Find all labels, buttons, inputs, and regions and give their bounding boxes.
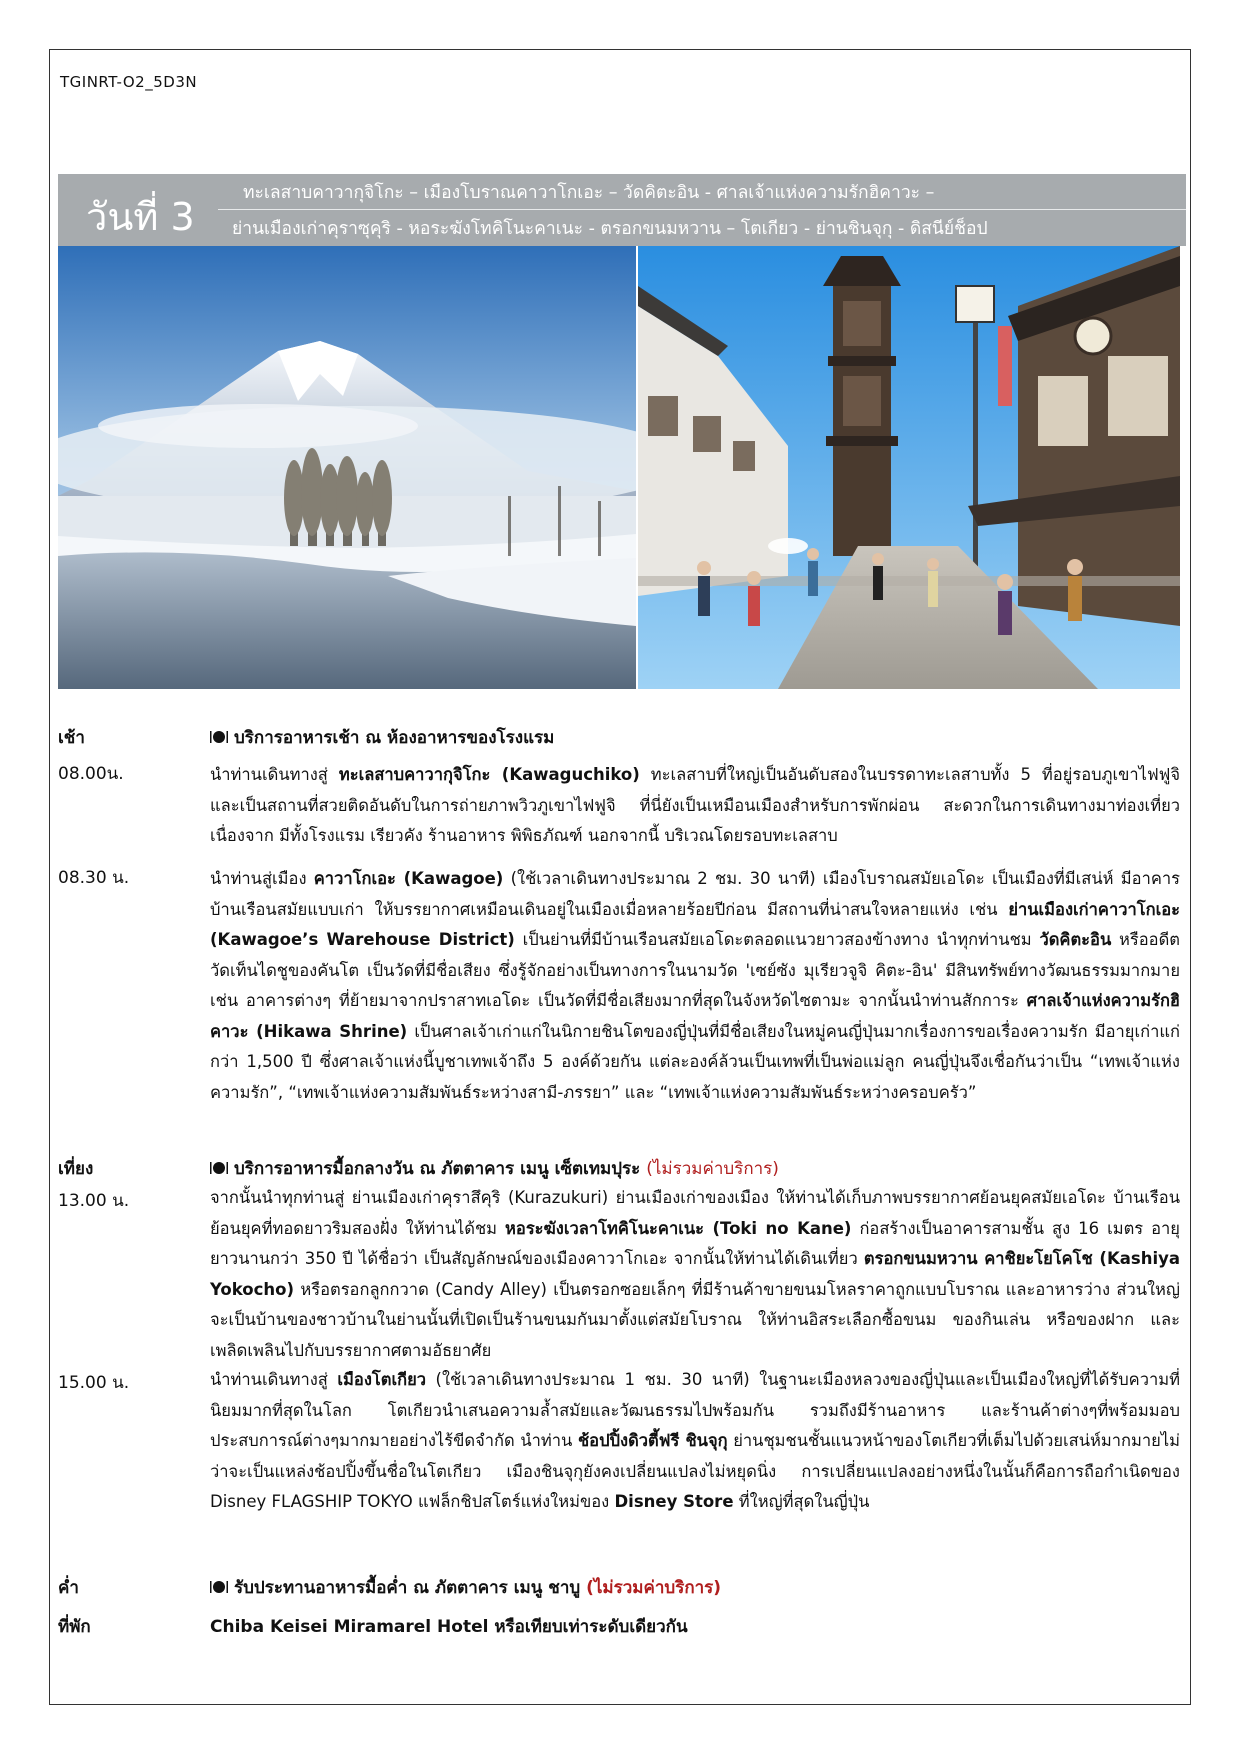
kashiya-yokocho-name: ตรอกขนมหวาน คาชิยะโยโคโช (Kashiya Yokocho) xyxy=(210,1249,1180,1299)
shinjuku-dutyfree-name: ช้อปปิ้งดิวตี้ฟรี ชินจุกุ xyxy=(577,1431,728,1450)
dinner-label: ค่ำ xyxy=(58,1578,79,1598)
warehouse-district-name: ย่านเมืองเก่าคาวาโกเอะ (Kawagoe’s Warehouse District) xyxy=(210,899,1180,949)
desc-0830-s5: เป็นศาลเจ้าเก่าแก่ในนิกายชินโตของญี่ปุ่นที่มีชื่อเสียงในหมู่คนญี่ปุ่นมากเรื่องการขอเรื่องความรัก มีอายุเก่าแก่กว่า 1,500 ปี ซึ่งศาลเจ้าแห่งนี้บูชาเทพเจ้าถึง 5 องค์ด้วยกัน แต่ละองค์ล้วนเป็นเทพที่เป็นพ่อแม่ลูก คนญี่ปุ่นจึงเชื่อกันว่าเป็น “เทพเจ้าแห่งความรัก”, “เทพเจ้าแห่งความสัมพันธ์ระหว่างสามี-ภรรยา” และ “เทพเจ้าแห่งความสัมพันธ์ระหว่างครอบครัว” xyxy=(210,1021,1180,1102)
hikawa-shrine-name: ศาลเจ้าแห่งความรักฮิคาวะ (Hikawa Shrine) xyxy=(210,991,1180,1041)
mount-fuji-photo xyxy=(58,246,636,689)
hotel-name: Chiba Keisei Miramarel Hotel หรือเทียบเท่าระดับเดียวกัน xyxy=(210,1617,688,1637)
desc-0830-s4: หรืออดีตวัดเท็นไดชูของคันโต เป็นวัดที่มีชื่อเสียง ซึ่งรู้จักอย่างเป็นทางการในนามวัด 'เซย์ซัง มุเรียวจูจิ คิตะ-อิน' มีสินทรัพย์ทางวัฒนธรรมมากมาย เช่น อาคารต่างๆ ที่ย้ายมาจากปราสาทเอโดะ เป็นวัดที่มีชื่อเสียงมากที่สุดในจังหวัดไซตามะ จากนั้นนำท่านสักการะ xyxy=(210,930,1181,1010)
lunch-desc: บริการอาหารมื้อกลางวัน ณ ภัตตาคาร เมนู เซ็ตเทมปุระ xyxy=(234,1159,647,1179)
dinner-desc: รับประทานอาหารมื้อค่ำ ณ ภัตตาคาร เมนู ชาบู xyxy=(234,1578,587,1598)
toki-no-kane-name: หอระฆังเวลาโทคิโนะคาเนะ (Toki no Kane) xyxy=(505,1218,852,1238)
breakfast-desc: บริการอาหารเช้า ณ ห้องอาหารของโรงแรม xyxy=(234,728,555,748)
desc-1500-s1: นำท่านเดินทางสู่ xyxy=(210,1370,338,1389)
breakfast-text xyxy=(210,724,554,751)
desc-0830-s3: เป็นย่านที่มีบ้านเรือนสมัยเอโดะตลอดแนวยาวสองข้างทาง นำทุกท่านชม xyxy=(514,930,1040,949)
kawagoe-street-photo xyxy=(638,246,1180,689)
meal-icon xyxy=(210,1161,228,1175)
desc-1500-s4: ที่ใหญ่ที่สุดในญี่ปุ่น xyxy=(733,1492,870,1511)
desc-1500-s2: (ใช้เวลาเดินทางประมาณ 1 ชม. 30 นาที) ในฐานะเมืองหลวงของญี่ปุ่นและเป็นเมืองใหญ่ที่ได้รับความที่นิยมมากที่สุดในโลก โตเกียวนำเสนอความล้ำสมัยและวัฒนธรรมไปพร้อมกัน รวมถึงมีร้านอาหาร และร้านค้าต่างๆที่พร้อมมอบประสบการณ์ต่างๆมากมายอย่างไร้ขีดจำกัด นำท่าน xyxy=(210,1370,1180,1450)
desc-1500-s3: ย่านชุมชนชั้นแนวหน้าของโตเกียวที่เต็มไปด้วยเสน่ห์มากมายไม่ว่าจะเป็นแหล่งช้อปปิ้งขึ้นชื่อในโตเกียว เมืองชินจุกุยังคงเปลี่ยนแปลงไม่หยุดนิ่ง การเปลี่ยนแปลงอย่างหนึ่งในนั้นก็คือการถือกำเนิดของ Disney FLAGSHIP TOKYO แฟล็กชิปสโตร์แห่งใหม่ของ xyxy=(210,1431,1180,1511)
desc-1300-s2: ก่อสร้างเป็นอาคารสามชั้น สูง 16 เมตร อายุยาวนานกว่า 350 ปี ได้ชื่อว่า เป็นสัญลักษณ์ของเมืองคาวาโกเอะ จากนั้นให้ท่านได้เดินเที่ยว xyxy=(210,1218,1180,1268)
lunch-note: (ไม่รวมค่าบริการ) xyxy=(646,1159,779,1179)
dinner-text xyxy=(210,1574,721,1601)
desc-0800 xyxy=(210,760,1180,852)
time-1500: 15.00 น. xyxy=(58,1373,130,1393)
meal-icon xyxy=(210,1580,228,1594)
desc-0830 xyxy=(210,864,1180,1108)
desc-1300-s3: หรือตรอกลูกกวาด (Candy Alley) เป็นตรอกซอยเล็กๆ ที่มีร้านค้าขายขนมโหลราคาถูกแบบโบราณ และอาหารว่าง ส่วนใหญ่จะเป็นบ้านของชาวบ้านในย่านนั้นที่เปิดเป็นร้านขนมกันมาตั้งแต่สมัยโบราณ ให้ท่านอิสระเลือกซื้อขนม ของกินเล่น หรือของฝาก และเพลิดเพลินไปกับบรรยากาศตามอัธยาศัย xyxy=(210,1279,1180,1360)
meal-icon xyxy=(210,730,228,744)
lunch-text xyxy=(210,1155,779,1182)
desc-0830-s1: นำท่านสู่เมือง xyxy=(210,869,314,888)
breakfast-label: เช้า xyxy=(58,728,85,748)
desc-0830-s2: (ใช้เวลาเดินทางประมาณ 2 ชม. 30 นาที) เมืองโบราณสมัยเอโดะ เป็นเมืองที่มีเสน่ห์ มีอาคารบ้านเรือนสมัยแบบเก่า ให้บรรยากาศเหมือนเดินอยู่ในเมืองเมื่อหลายร้อยปีก่อน มีสถานที่น่าสนใจหลายแห่ง เช่น xyxy=(210,869,1180,919)
tokyo-name: เมืองโตเกียว xyxy=(337,1370,427,1389)
kitain-temple-name: วัดคิตะอิน xyxy=(1039,930,1112,949)
desc-1300 xyxy=(210,1183,1180,1366)
desc-1300-s1: จากนั้นนำทุกท่านสู่ ย่านเมืองเก่าคุราสึคุริ (Kurazukuri) ย่านเมืองเก่าของเมือง ให้ท่านได้เก็บภาพบรรยากาศย้อนยุคสมัยเอโดะ บ้านเรือนย้อนยุคที่ทอดยาวริมสองฝั่ง ให้ท่านได้ชม xyxy=(210,1188,1180,1238)
time-1300: 13.00 น. xyxy=(58,1191,130,1211)
kawaguchiko-name: ทะเลสาบคาวากุจิโกะ (Kawaguchiko) xyxy=(338,765,640,784)
dinner-note: (ไม่รวมค่าบริการ) xyxy=(586,1578,722,1598)
time-0830: 08.30 น. xyxy=(58,868,130,888)
day-number: วันที่ 3 xyxy=(86,195,195,239)
disney-store-name: Disney Store xyxy=(614,1492,734,1511)
route-line-2: ย่านเมืองเก่าคุราซุคุริ - หอระฆังโทคิโนะคาเนะ - ตรอกขนมหวาน – โตเกียว - ย่านชินจุกุ - ดิสนีย์ช็อป xyxy=(232,219,988,239)
route-line-1: ทะเลสาบคาวากุจิโกะ – เมืองโบราณคาวาโกเอะ – วัดคิตะอิน - ศาลเจ้าแห่งความรักฮิคาวะ – xyxy=(243,183,935,203)
kawagoe-name: คาวาโกเอะ (Kawagoe) xyxy=(313,869,504,888)
hotel-label: ที่พัก xyxy=(58,1617,91,1637)
document-code: TGINRT-O2_5D3N xyxy=(60,73,198,91)
day-banner xyxy=(58,174,1186,246)
banner-divider xyxy=(218,209,1186,210)
desc-0800-pre: นำท่านเดินทางสู่ xyxy=(210,765,339,784)
time-0800: 08.00น. xyxy=(58,764,124,784)
desc-1500 xyxy=(210,1365,1180,1518)
desc-0800-post: ทะเลสาบที่ใหญ่เป็นอันดับสองในบรรดาทะเลสาบทั้ง 5 ที่อยู่รอบภูเขาไฟฟูจิ และเป็นสถานที่สวยติดอันดับในการถ่ายภาพวิวภูเขาไฟฟูจิ ที่นี่ยังเป็นเหมือนเมืองสำหรับการพักผ่อน สะดวกในการเดินทางมาท่องเที่ยวเนื่องจาก มีทั้งโรงแรม เรียวคัง ร้านอาหาร พิพิธภัณฑ์ นอกจากนี้ บริเวณโดยรอบทะเลสาบ xyxy=(210,765,1180,845)
lunch-label: เที่ยง xyxy=(58,1159,94,1179)
